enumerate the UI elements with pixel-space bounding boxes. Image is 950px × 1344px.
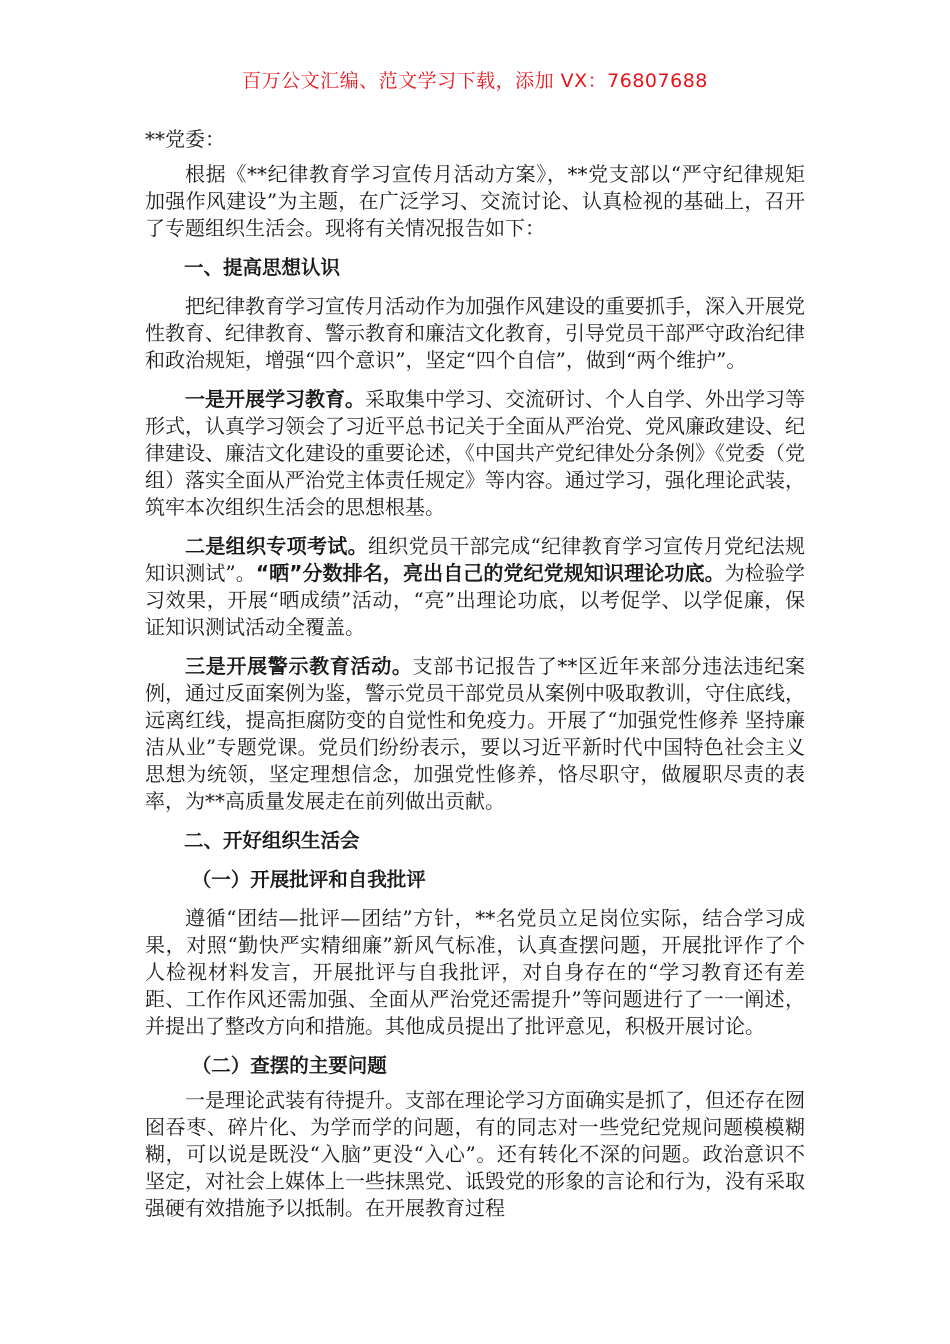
item-2-paragraph: [145, 533, 805, 641]
section-1-paragraph: 把纪律教育学习宣传月活动作为加强作风建设的重要抓手，深入开展党性教育、纪律教育、警示教育和廉洁文化教育，引导党员干部严守政治纪律和政治规矩，增强“四个意识”，坚定“四个自信”，做到“两个维护”。: [145, 294, 805, 372]
item-1-body: 采取集中学习、交流研讨、个人自学、外出学习等形式，认真学习领会了习近平总书记关于全面从严治党、党风廉政建设、纪律建设、廉洁文化建设的重要论述，《中国共产党纪律处分条例》《党委（党组）落实全面从严治党主体责任规定》等内容。通过学习，强化理论武装，筑牢本次组织生活会的思想根基。: [145, 387, 805, 519]
item-2-bold-mid: “晒”分数排名，亮出自己的党纪党规知识理论功底。: [255, 561, 725, 585]
document-body: [145, 126, 805, 1222]
promo-banner: 百万公文汇编、范文学习下载，添加 VX：76807688: [242, 70, 708, 92]
item-2-lead: 二是组织专项考试。: [185, 534, 368, 558]
item-2-body-a: 组织党员干部完成“纪律教育学习宣传月党纪法规知识测试”。: [145, 534, 805, 585]
salutation: **党委：: [145, 127, 225, 151]
subsection-2-paragraph: 一是理论武装有待提升。支部在理论学习方面确实是抓了，但还存在囫囵吞枣、碎片化、为学而学的问题，有的同志对一些党纪党规问题模模糊糊，可以说是既没“入脑”更没“入心”。还有转化不深的问题。政治意识不坚定，对社会上媒体上一些抹黑党、诋毁党的形象的言论和行为，没有采取强硬有效措施予以抵制。在开展教育过程: [145, 1088, 805, 1220]
item-1-paragraph: [145, 386, 805, 521]
item-3-paragraph: [145, 653, 805, 815]
subsection-heading-1: （一）开展批评和自我批评: [191, 868, 426, 891]
section-heading-2: 二、开好组织生活会: [184, 829, 360, 852]
item-2-body-b: 为检验学习效果，开展“晒成绩”活动，“亮”出理论功底，以考促学、以学促廉，保证知识测试活动全覆盖。: [145, 561, 805, 639]
subsection-heading-2: （二）查摆的主要问题: [191, 1054, 387, 1077]
item-3-body: 支部书记报告了**区近年来部分违法违纪案例，通过反面案例为鉴，警示党员干部党员从案例中吸取教训，守住底线，远离红线，提高拒腐防变的自觉性和免疫力。开展了“加强党性修养 坚持廉洁从业”专题党课。党员们纷纷表示，要以习近平新时代中国特色社会主义思想为统领，坚定理想信念，加强党性修养，恪尽职守，做履职尽责的表率，为**高质量发展走在前列做出贡献。: [145, 654, 806, 813]
subsection-1-paragraph: 遵循“团结—批评—团结”方针，**名党员立足岗位实际，结合学习成果，对照“勤快严实精细廉”新风气标准，认真查摆问题，开展批评作了个人检视材料发言，开展批评与自我批评，对自身存在的“学习教育还有差距、工作作风还需加强、全面从严治党还需提升”等问题进行了一一阐述，并提出了整改方向和措施。其他成员提出了批评意见，积极开展讨论。: [145, 906, 805, 1038]
intro-paragraph: 根据《**纪律教育学习宣传月活动方案》，**党支部以“严守纪律规矩 加强作风建设”为主题，在广泛学习、交流讨论、认真检视的基础上，召开了专题组织生活会。现将有关情况报告如下：: [145, 162, 805, 240]
section-heading-1: 一、提高思想认识: [184, 256, 341, 279]
item-1-lead: 一是开展学习教育。: [185, 387, 365, 411]
item-3-lead: 三是开展警示教育活动。: [185, 654, 413, 678]
